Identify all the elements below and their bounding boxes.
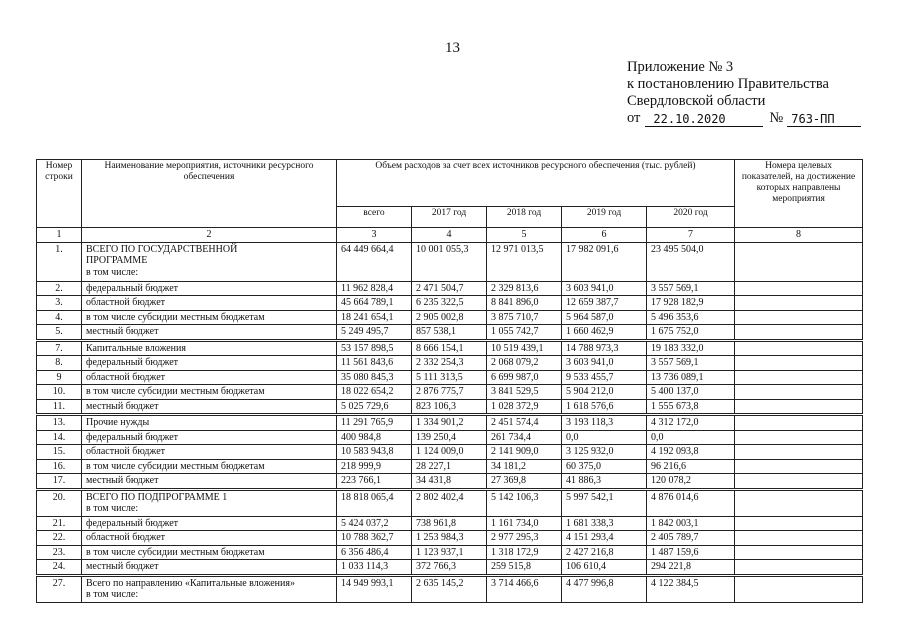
row-name-cell (82, 310, 337, 325)
budget-table (36, 159, 863, 603)
value-2019: 1 660 462,9 (562, 325, 647, 341)
row-name: местный бюджет (86, 400, 159, 412)
row-number: 1. (37, 242, 82, 281)
value-2020: 2 405 789,7 (647, 531, 735, 546)
value-2020: 5 496 353,6 (647, 310, 735, 325)
value-2017: 6 235 322,5 (412, 296, 487, 311)
value-total: 400 984,8 (337, 430, 412, 445)
value-2019: 2 427 216,8 (562, 545, 647, 560)
appendix-region: Свердловской области (627, 93, 766, 109)
table-row (37, 296, 863, 311)
value-2018: 12 971 013,5 (487, 242, 562, 281)
header-row-number: Номер строки (37, 160, 82, 228)
column-index: 8 (735, 228, 863, 243)
row-name-cell (82, 531, 337, 546)
value-2019: 3 603 941,0 (562, 356, 647, 371)
row-number: 24. (37, 560, 82, 576)
appendix-date-number (627, 110, 897, 127)
target-indicators (735, 560, 863, 576)
row-number: 17. (37, 474, 82, 490)
value-total: 5 249 495,7 (337, 325, 412, 341)
table-row (37, 445, 863, 460)
value-2019: 0,0 (562, 430, 647, 445)
table-row (37, 545, 863, 560)
value-2017: 2 802 402,4 (412, 489, 487, 516)
table-row (37, 242, 863, 281)
header-2019: 2019 год (562, 207, 647, 228)
value-2019: 12 659 387,7 (562, 296, 647, 311)
value-2020: 4 122 384,5 (647, 575, 735, 602)
value-total: 10 583 943,8 (337, 445, 412, 460)
value-2020: 3 557 569,1 (647, 356, 735, 371)
row-number: 9 (37, 370, 82, 385)
target-indicators (735, 310, 863, 325)
value-2018: 259 515,8 (487, 560, 562, 576)
row-number: 16. (37, 459, 82, 474)
row-name: в том числе субсидии местным бюджетам (86, 386, 265, 397)
value-2017: 1 334 901,2 (412, 415, 487, 431)
table-row (37, 310, 863, 325)
value-2019: 4 151 293,4 (562, 531, 647, 546)
value-2018: 5 142 106,3 (487, 489, 562, 516)
value-2018: 1 161 734,0 (487, 516, 562, 531)
row-name-cell (82, 489, 337, 516)
value-total: 64 449 664,4 (337, 242, 412, 281)
row-name-cell (82, 445, 337, 460)
row-name-cell (82, 340, 337, 356)
appendix-resolution: к постановлению Правительства (627, 76, 829, 92)
value-2020: 1 487 159,6 (647, 545, 735, 560)
target-indicators (735, 399, 863, 415)
value-2019: 1 681 338,3 (562, 516, 647, 531)
value-2020: 13 736 089,1 (647, 370, 735, 385)
row-name: местный бюджет (86, 561, 159, 572)
value-2017: 1 253 984,3 (412, 531, 487, 546)
value-2018: 27 369,8 (487, 474, 562, 490)
table-row (37, 516, 863, 531)
value-2017: 10 001 055,3 (412, 242, 487, 281)
row-name-cell (82, 516, 337, 531)
row-name: Прочие нужды (86, 417, 150, 428)
value-2018: 2 141 909,0 (487, 445, 562, 460)
value-2017: 1 123 937,1 (412, 545, 487, 560)
value-2018: 3 875 710,7 (487, 310, 562, 325)
row-number: 11. (37, 399, 82, 415)
value-2019: 5 964 587,0 (562, 310, 647, 325)
value-2020: 4 312 172,0 (647, 415, 735, 431)
row-name-cell (82, 370, 337, 385)
row-name: областной бюджет (86, 371, 166, 383)
row-number: 14. (37, 430, 82, 445)
column-index: 4 (412, 228, 487, 243)
value-2017: 34 431,8 (412, 474, 487, 490)
value-2020: 23 495 504,0 (647, 242, 735, 281)
table-row (37, 370, 863, 385)
column-index: 2 (82, 228, 337, 243)
table-row (37, 415, 863, 431)
row-number: 3. (37, 296, 82, 311)
row-name: местный бюджет (86, 326, 159, 337)
table-row (37, 430, 863, 445)
value-2018: 2 977 295,3 (487, 531, 562, 546)
column-index: 6 (562, 228, 647, 243)
column-index: 3 (337, 228, 412, 243)
row-number: 15. (37, 445, 82, 460)
table-row (37, 356, 863, 371)
value-2018: 10 519 439,1 (487, 340, 562, 356)
value-2020: 3 557 569,1 (647, 281, 735, 296)
header-targets: Номера целевых показателей, на достижение которых направлены мероприятия (735, 160, 863, 228)
row-name-cell (82, 281, 337, 296)
value-2019: 106 610,4 (562, 560, 647, 576)
value-2018: 34 181,2 (487, 459, 562, 474)
row-name: областной бюджет (86, 532, 166, 543)
table-row (37, 531, 863, 546)
table-row (37, 474, 863, 490)
value-2017: 2 471 504,7 (412, 281, 487, 296)
resolution-date: 22.10.2020 (645, 112, 763, 127)
value-total: 18 818 065,4 (337, 489, 412, 516)
row-name: федеральный бюджет (86, 357, 179, 368)
value-2019: 41 886,3 (562, 474, 647, 490)
table-row (37, 560, 863, 576)
value-total: 45 664 789,1 (337, 296, 412, 311)
value-total: 5 424 037,2 (337, 516, 412, 531)
header-2018: 2018 год (487, 207, 562, 228)
row-name-cell (82, 242, 337, 281)
row-name-cell (82, 430, 337, 445)
budget-table-body (37, 242, 863, 602)
header-total: всего (337, 207, 412, 228)
row-name-cell (82, 356, 337, 371)
value-2018: 2 068 079,2 (487, 356, 562, 371)
table-row (37, 385, 863, 400)
target-indicators (735, 430, 863, 445)
row-name: областной бюджет (86, 446, 166, 457)
value-2017: 8 666 154,1 (412, 340, 487, 356)
row-number: 4. (37, 310, 82, 325)
value-2019: 9 533 455,7 (562, 370, 647, 385)
value-total: 10 788 362,7 (337, 531, 412, 546)
row-number: 27. (37, 575, 82, 602)
row-number: 21. (37, 516, 82, 531)
table-row (37, 399, 863, 415)
value-2020: 0,0 (647, 430, 735, 445)
value-2018: 1 028 372,9 (487, 399, 562, 415)
row-name: в том числе субсидии местным бюджетам (86, 311, 265, 323)
row-name: федеральный бюджет (86, 431, 179, 443)
value-2017: 372 766,3 (412, 560, 487, 576)
header-name: Наименование мероприятия, источники ресурсного обеспечения (82, 160, 337, 228)
value-total: 18 022 654,2 (337, 385, 412, 400)
value-2020: 1 675 752,0 (647, 325, 735, 341)
value-total: 1 033 114,3 (337, 560, 412, 576)
value-2019: 60 375,0 (562, 459, 647, 474)
value-2017: 139 250,4 (412, 430, 487, 445)
resolution-number: 763-ПП (787, 112, 861, 127)
appendix-header (627, 59, 897, 127)
target-indicators (735, 531, 863, 546)
table-row (37, 575, 863, 602)
row-name-cell (82, 560, 337, 576)
row-subtitle: в том числе: (86, 503, 139, 514)
row-subtitle: в том числе: (86, 266, 139, 278)
value-total: 223 766,1 (337, 474, 412, 490)
value-2018: 1 318 172,9 (487, 545, 562, 560)
row-name-cell (82, 459, 337, 474)
value-2018: 3 841 529,5 (487, 385, 562, 400)
value-2017: 28 227,1 (412, 459, 487, 474)
row-name: Капитальные вложения (86, 342, 186, 354)
target-indicators (735, 516, 863, 531)
value-2019: 5 997 542,1 (562, 489, 647, 516)
value-2017: 1 124 009,0 (412, 445, 487, 460)
value-2019: 14 788 973,3 (562, 340, 647, 356)
value-2017: 2 332 254,3 (412, 356, 487, 371)
value-total: 53 157 898,5 (337, 340, 412, 356)
value-2020: 294 221,8 (647, 560, 735, 576)
value-2018: 2 451 574,4 (487, 415, 562, 431)
target-indicators (735, 296, 863, 311)
appendix-title: Приложение № 3 (627, 59, 734, 75)
row-name: местный бюджет (86, 475, 159, 486)
header-volume: Объем расходов за счет всех источников ресурсного обеспечения (тыс. рублей) (337, 160, 735, 207)
number-label: № (769, 110, 784, 126)
row-number: 2. (37, 281, 82, 296)
target-indicators (735, 545, 863, 560)
table-row (37, 340, 863, 356)
row-name: федеральный бюджет (86, 517, 179, 529)
value-2017: 2 635 145,2 (412, 575, 487, 602)
row-number: 7. (37, 340, 82, 356)
target-indicators (735, 242, 863, 281)
row-name: Всего по направлению «Капитальные вложения» (86, 577, 295, 589)
value-total: 18 241 654,1 (337, 310, 412, 325)
value-2020: 17 928 182,9 (647, 296, 735, 311)
row-name-cell (82, 474, 337, 490)
column-index: 1 (37, 228, 82, 243)
from-label: от (627, 110, 641, 126)
row-number: 5. (37, 325, 82, 341)
value-total: 11 962 828,4 (337, 281, 412, 296)
value-2019: 5 904 212,0 (562, 385, 647, 400)
row-name: ВСЕГО ПО ПОДПРОГРАММЕ 1 (86, 491, 228, 503)
target-indicators (735, 459, 863, 474)
value-2017: 823 106,3 (412, 399, 487, 415)
row-name-cell (82, 545, 337, 560)
row-number: 22. (37, 531, 82, 546)
row-number: 20. (37, 489, 82, 516)
target-indicators (735, 415, 863, 431)
row-name: в том числе субсидии местным бюджетам (86, 546, 265, 558)
target-indicators (735, 575, 863, 602)
value-2018: 2 329 813,6 (487, 281, 562, 296)
value-total: 5 025 729,6 (337, 399, 412, 415)
row-subtitle: в том числе: (86, 589, 139, 600)
value-2020: 4 876 014,6 (647, 489, 735, 516)
value-total: 11 561 843,6 (337, 356, 412, 371)
row-number: 8. (37, 356, 82, 371)
value-2017: 5 111 313,5 (412, 370, 487, 385)
value-2018: 1 055 742,7 (487, 325, 562, 341)
header-2020: 2020 год (647, 207, 735, 228)
target-indicators (735, 489, 863, 516)
value-2018: 261 734,4 (487, 430, 562, 445)
row-number: 13. (37, 415, 82, 431)
row-name: в том числе субсидии местным бюджетам (86, 460, 265, 472)
target-indicators (735, 445, 863, 460)
value-2020: 5 400 137,0 (647, 385, 735, 400)
row-name-cell (82, 296, 337, 311)
row-name-cell (82, 325, 337, 341)
target-indicators (735, 356, 863, 371)
value-total: 14 949 993,1 (337, 575, 412, 602)
row-number: 10. (37, 385, 82, 400)
value-2019: 3 125 932,0 (562, 445, 647, 460)
row-name-cell (82, 415, 337, 431)
value-2019: 4 477 996,8 (562, 575, 647, 602)
value-2019: 17 982 091,6 (562, 242, 647, 281)
value-2019: 3 603 941,0 (562, 281, 647, 296)
value-2017: 2 905 002,8 (412, 310, 487, 325)
target-indicators (735, 474, 863, 490)
target-indicators (735, 281, 863, 296)
row-name: федеральный бюджет (86, 282, 179, 294)
target-indicators (735, 340, 863, 356)
table-row (37, 281, 863, 296)
row-name: областной бюджет (86, 297, 166, 308)
value-total: 218 999,9 (337, 459, 412, 474)
row-number: 23. (37, 545, 82, 560)
value-2019: 3 193 118,3 (562, 415, 647, 431)
value-2020: 1 555 673,8 (647, 399, 735, 415)
value-2020: 1 842 003,1 (647, 516, 735, 531)
row-name-cell (82, 385, 337, 400)
value-2020: 4 192 093,8 (647, 445, 735, 460)
value-2019: 1 618 576,6 (562, 399, 647, 415)
value-total: 11 291 765,9 (337, 415, 412, 431)
target-indicators (735, 325, 863, 341)
page-number: 13 (445, 40, 460, 56)
value-2020: 96 216,6 (647, 459, 735, 474)
value-2018: 3 714 466,6 (487, 575, 562, 602)
table-row (37, 325, 863, 341)
value-2017: 857 538,1 (412, 325, 487, 341)
row-name-cell (82, 399, 337, 415)
value-2018: 8 841 896,0 (487, 296, 562, 311)
row-name: ВСЕГО ПО ГОСУДАРСТВЕННОЙ ПРОГРАММЕ (86, 243, 238, 266)
column-index: 5 (487, 228, 562, 243)
value-2020: 120 078,2 (647, 474, 735, 490)
value-2020: 19 183 332,0 (647, 340, 735, 356)
value-total: 35 080 845,3 (337, 370, 412, 385)
value-2017: 2 876 775,7 (412, 385, 487, 400)
value-2018: 6 699 987,0 (487, 370, 562, 385)
target-indicators (735, 385, 863, 400)
value-total: 6 356 486,4 (337, 545, 412, 560)
table-row (37, 489, 863, 516)
value-2017: 738 961,8 (412, 516, 487, 531)
table-row (37, 459, 863, 474)
header-2017: 2017 год (412, 207, 487, 228)
row-name-cell (82, 575, 337, 602)
target-indicators (735, 370, 863, 385)
column-index-row (37, 228, 863, 243)
column-index: 7 (647, 228, 735, 243)
